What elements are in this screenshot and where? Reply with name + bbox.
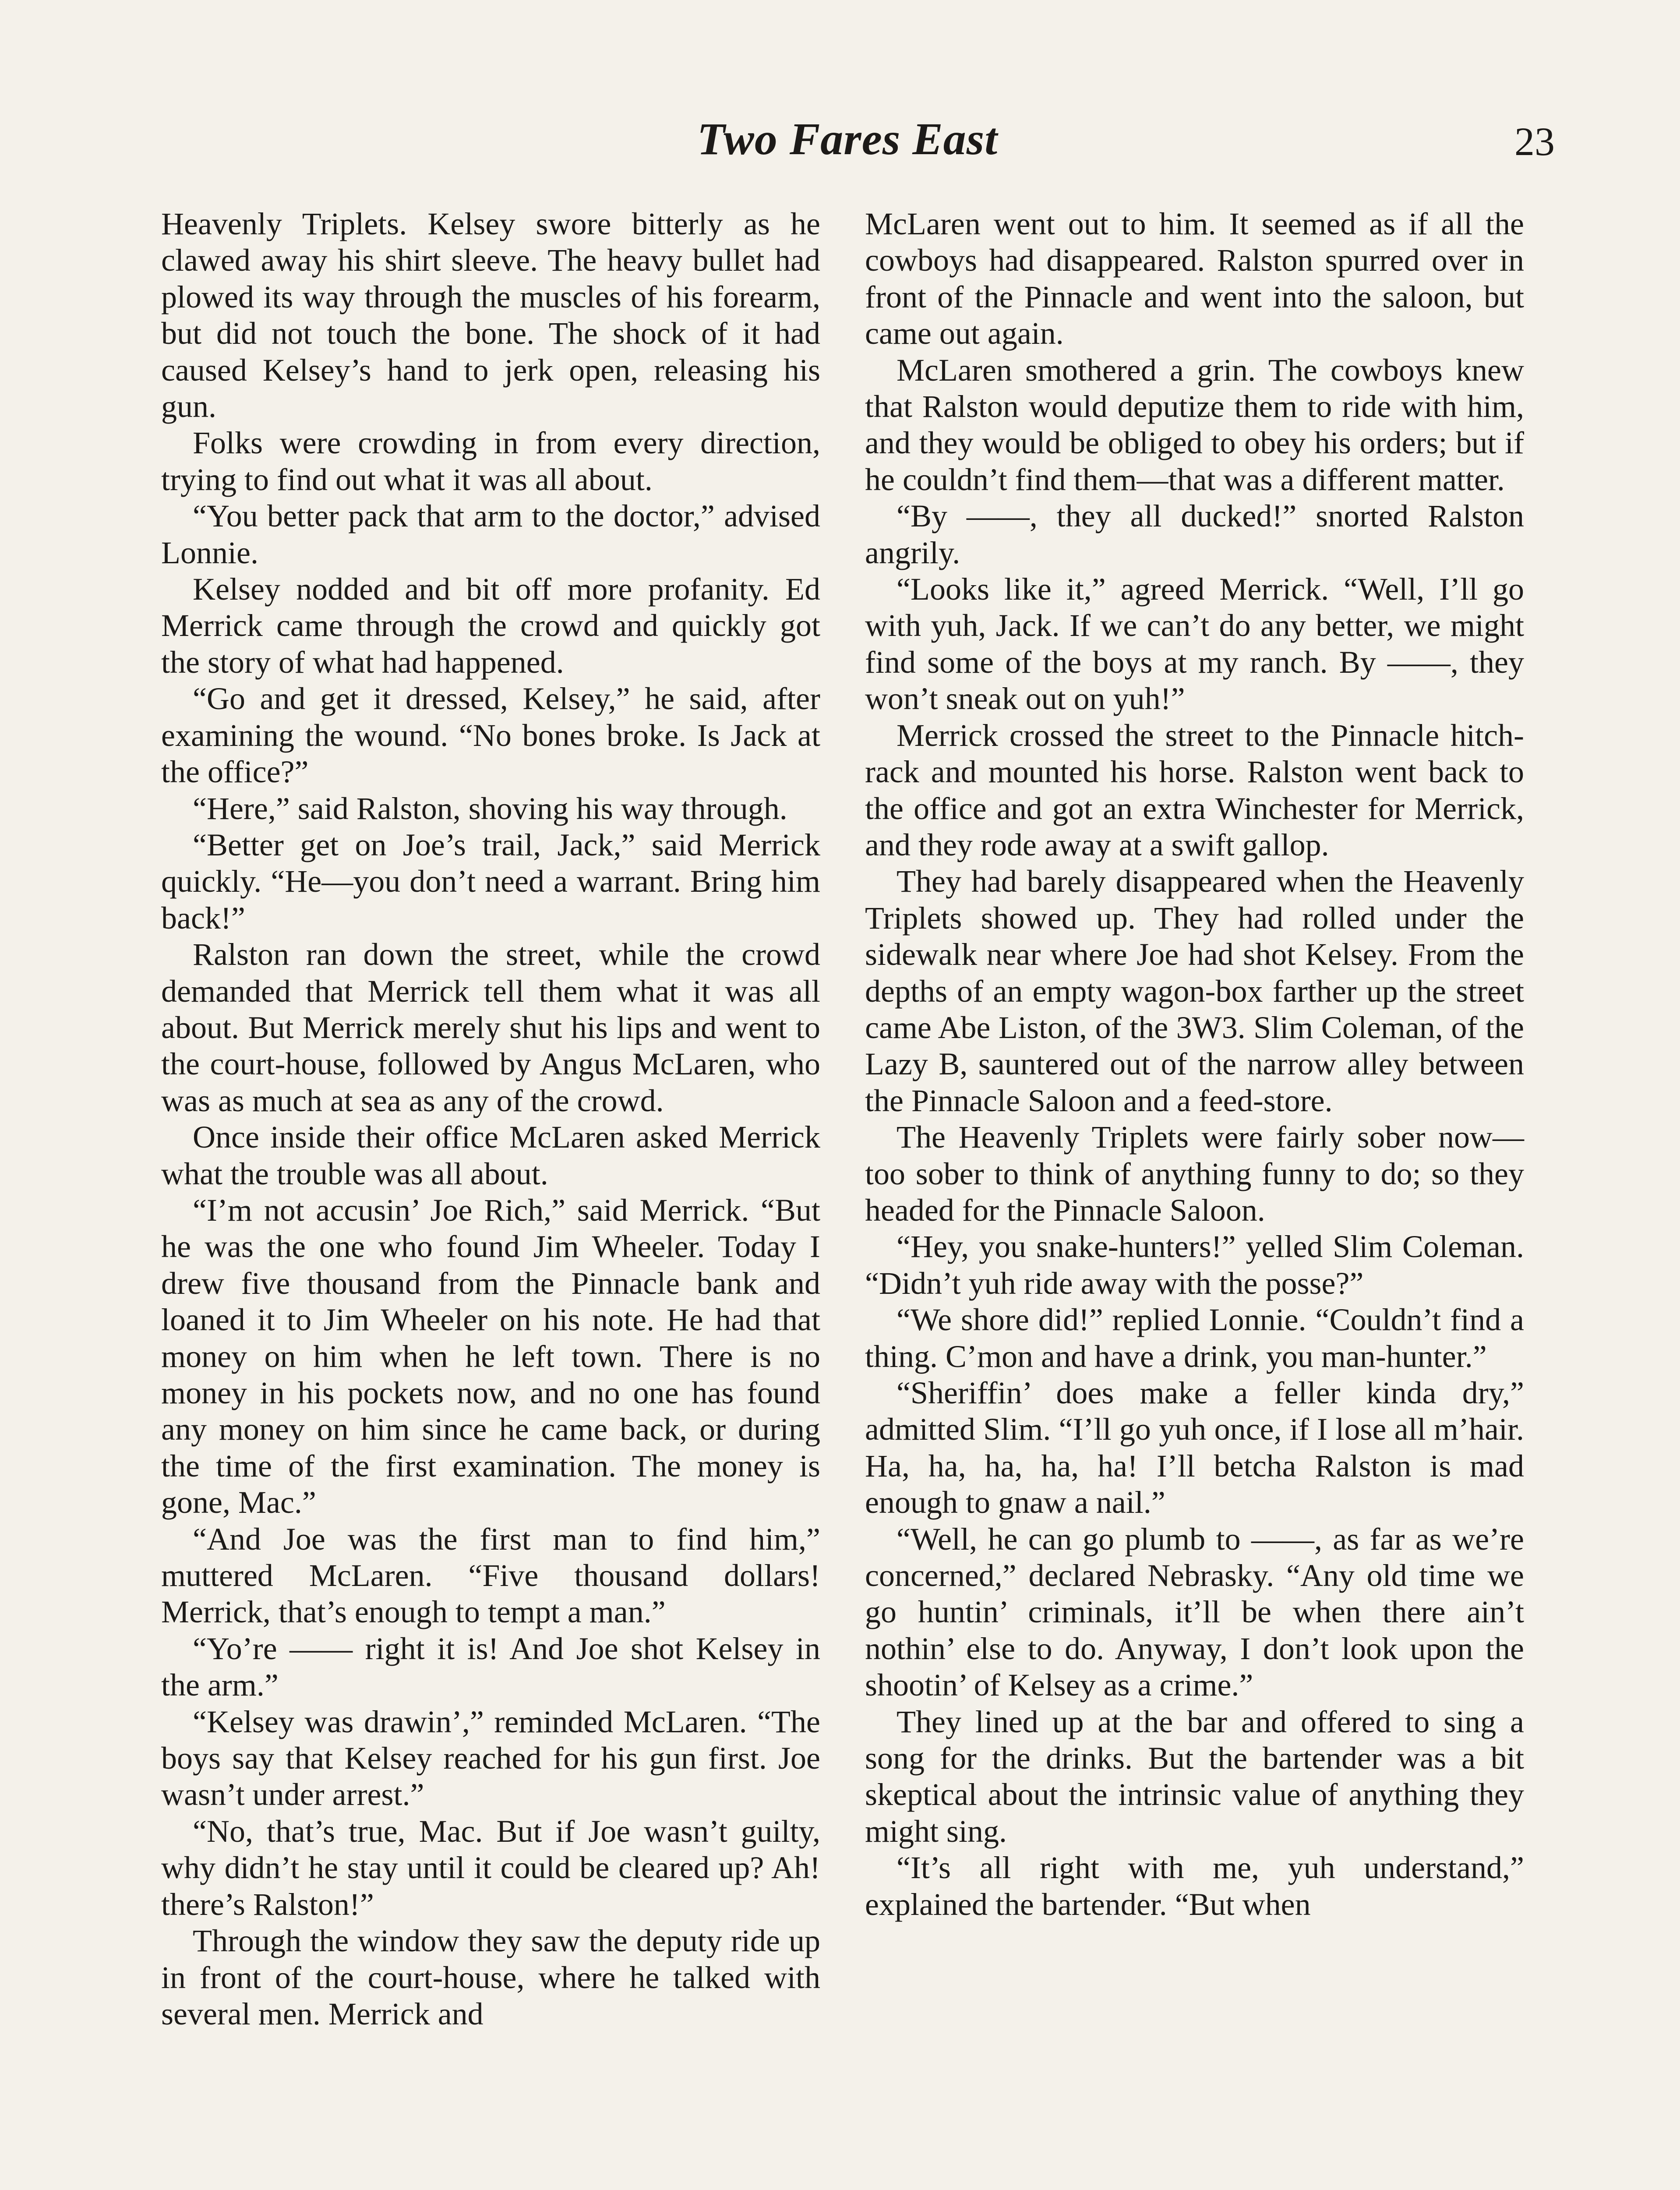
paragraph: Through the window they saw the deputy ride up in front of the court-house, where he talked with several men. Merrick and (161, 1923, 820, 2031)
paragraph: “Kelsey was drawin’,” reminded McLaren. “The boys say that Kelsey reached for his gun first. Joe wasn’t under arrest.” (161, 1704, 820, 1812)
paragraph: “And Joe was the first man to find him,” muttered McLaren. “Five thousand dollars! Merrick, that’s enough to tempt a man.” (161, 1521, 820, 1630)
paragraph: The Heavenly Triplets were fairly sober now—too sober to think of anything funny to do; so they headed for the Pinnacle Saloon. (865, 1120, 1524, 1228)
paragraph: They had barely disappeared when the Heavenly Triplets showed up. They had rolled under the sidewalk near where Joe had shot Kelsey. From the depths of an empty wagon-box farther up the street came Abe Liston, of the 3W3. Slim Coleman, of the Lazy B, sauntered out of the narrow alley between the Pinnacle Saloon and a feed-store. (865, 864, 1524, 1118)
paragraph: “Well, he can go plumb to ——, as far as we’re concerned,” declared Nebrasky. “Any old time we go huntin’ criminals, it’ll be when there ain’t nothin’ else to do. Anyway, I don’t look upon the shootin’ of Kelsey as a crime.” (865, 1521, 1524, 1703)
paragraph: “Better get on Joe’s trail, Jack,” said Merrick quickly. “He—you don’t need a warrant. Bring him back!” (161, 827, 820, 936)
paragraph: “I’m not accusin’ Joe Rich,” said Merrick. “But he was the one who found Jim Wheeler. Today I drew five thousand from the Pinnacle bank and loaned it to Jim Wheeler on his note. He had that money on him when he left town. There is no money in his pockets now, and no one has found any money on him since he came back, or during the time of the first examination. The money is gone, Mac.” (161, 1192, 820, 1520)
paragraph: Kelsey nodded and bit off more profanity. Ed Merrick came through the crowd and quickly got the story of what had happened. (161, 572, 820, 680)
paragraph: Heavenly Triplets. Kelsey swore bitterly as he clawed away his shirt sleeve. The heavy bullet had plowed its way through the muscles of his forearm, but did not touch the bone. The shock of it had caused Kelsey’s hand to jerk open, releasing his gun. (161, 206, 820, 424)
paragraph: “It’s all right with me, yuh understand,” explained the bartender. “But when (865, 1850, 1524, 1922)
paragraph: “Here,” said Ralston, shoving his way through. (193, 791, 787, 826)
running-title: Two Fares East (697, 114, 998, 164)
paragraph: “No, that’s true, Mac. But if Joe wasn’t guilty, why didn’t he stay until it could be cleared up? Ah! there’s Ralston!” (161, 1813, 820, 1922)
paragraph: Folks were crowding in from every direction, trying to find out what it was all about. (161, 425, 820, 497)
paragraph: “Looks like it,” agreed Merrick. “Well, I’ll go with yuh, Jack. If we can’t do any better, we might find some of the boys at my ranch. By ——, they won’t sneak out on yuh!” (865, 572, 1524, 717)
left-column (161, 206, 820, 2032)
paragraph: McLaren went out to him. It seemed as if all the cowboys had disappeared. Ralston spurred over in front of the Pinnacle and went into the saloon, but came out again. (865, 206, 1524, 351)
paragraph: They lined up at the bar and offered to sing a song for the drinks. But the bartender was a bit skeptical about the intrinsic value of anything they might sing. (865, 1704, 1524, 1849)
paragraph: “Sheriffin’ does make a feller kinda dry,” admitted Slim. “I’ll go yuh once, if I lose all m’hair. Ha, ha, ha, ha, ha! I’ll betcha Ralston is mad enough to gnaw a nail.” (865, 1375, 1524, 1520)
paragraph: Merrick crossed the street to the Pinnacle hitch-rack and mounted his horse. Ralston went back to the office and got an extra Winchester for Merrick, and they rode away at a swift gallop. (865, 717, 1524, 862)
paragraph: Once inside their office McLaren asked Merrick what the trouble was all about. (161, 1120, 820, 1191)
paragraph: “We shore did!” replied Lonnie. “Couldn’t find a thing. C’mon and have a drink, you man-hunter.” (865, 1302, 1524, 1374)
page-number: 23 (1514, 119, 1555, 164)
paragraph: “You better pack that arm to the doctor,” advised Lonnie. (161, 498, 820, 570)
right-column (865, 206, 1524, 1923)
paragraph: “Go and get it dressed, Kelsey,” he said, after examining the wound. “No bones broke. Is Jack at the office?” (161, 681, 820, 790)
page-header (158, 104, 1555, 170)
paragraph: McLaren smothered a grin. The cowboys knew that Ralston would deputize them to ride with him, and they would be obliged to obey his orders; but if he couldn’t find them—that was a different matter. (865, 352, 1524, 497)
paragraph: Ralston ran down the street, while the crowd demanded that Merrick tell them what it was all about. But Merrick merely shut his lips and went to the court-house, followed by Angus McLaren, who was as much at sea as any of the crowd. (161, 937, 820, 1118)
paragraph: “Yo’re —— right it is! And Joe shot Kelsey in the arm.” (161, 1631, 820, 1703)
paragraph: “Hey, you snake-hunters!” yelled Slim Coleman. “Didn’t yuh ride away with the posse?” (865, 1229, 1524, 1301)
paragraph: “By ——, they all ducked!” snorted Ralston angrily. (865, 498, 1524, 570)
